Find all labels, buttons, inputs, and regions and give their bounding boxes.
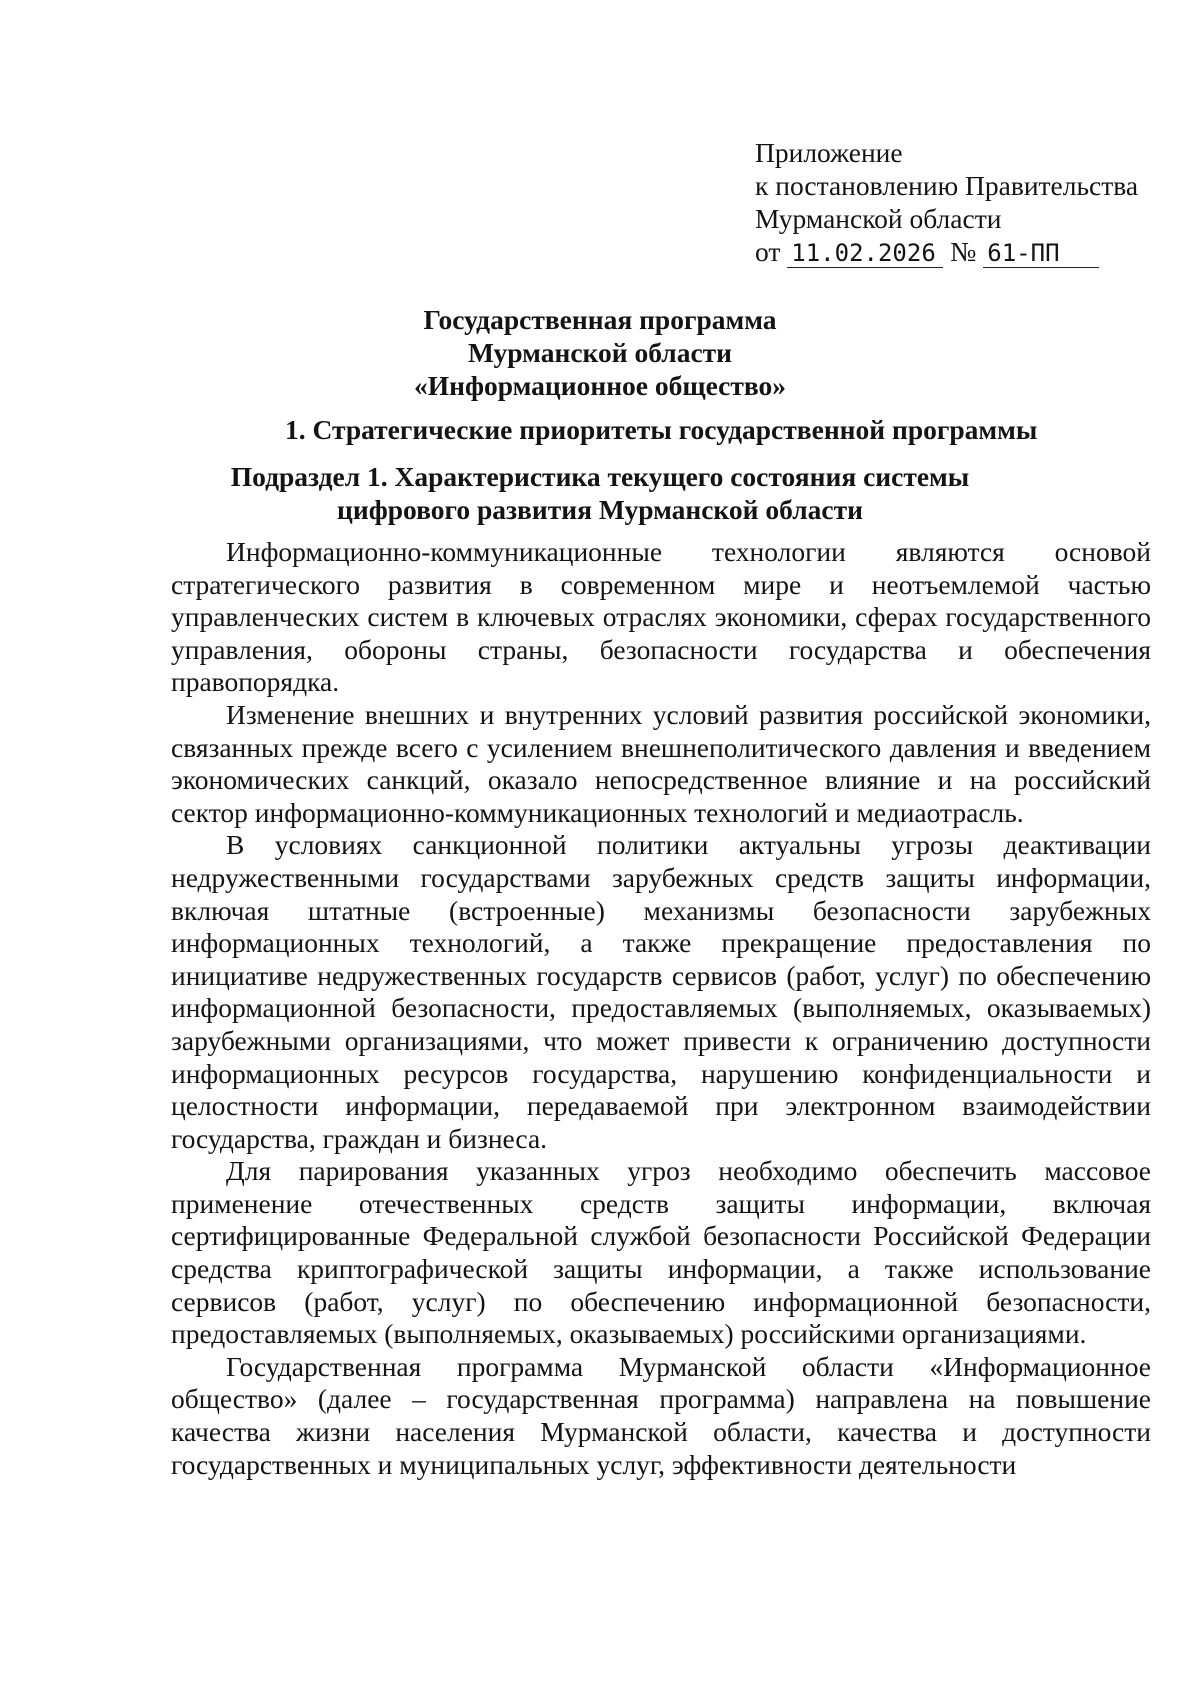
appendix-region-line: Мурманской области [755, 203, 1002, 234]
subsection-heading-line-2: цифрового развития Мурманской области [337, 494, 863, 525]
section-heading: 1. Стратегические приоритеты государственной программы [285, 414, 1038, 445]
appendix-date-line [755, 235, 1175, 268]
paragraph: Государственная программа Мурманской области «Информационное общество» (далее – государственная программа) направлена на повышение качества жизни населения Мурманской области, качества и доступности государственных и муниципальных услуг, эффективности деятельности [171, 1350, 1151, 1480]
program-title-line-3: «Информационное общество» [413, 370, 787, 401]
subsection-heading-line-1: Подраздел 1. Характеристика текущего состояния системы [230, 461, 970, 492]
program-title-line-1: Государственная программа [423, 304, 777, 335]
decree-date: 11.02.2026 [787, 239, 943, 268]
date-prefix: от [755, 236, 781, 267]
paragraph: Для парирования указанных угроз необходимо обеспечить массовое применение отечественных средств защиты информации, включая сертифицированные Федеральной службой безопасности Российской Федерации средства криптографической защиты информации, а также использование сервисов (работ, услуг) по обеспечению информационной безопасности, предоставляемых (выполняемых, оказываемых) российскими организациями. [171, 1155, 1151, 1350]
program-title [100, 303, 1100, 402]
decree-number: 61-ПП [983, 239, 1099, 268]
appendix-decree-line: к постановлению Правительства [755, 170, 1139, 201]
appendix-title: Приложение [755, 137, 903, 168]
number-prefix: № [950, 236, 977, 267]
paragraph: Информационно-коммуникационные технологии являются основой стратегического развития в современном мире и неотъемлемой частью управленческих систем в ключевых отраслях экономики, сферах государственного управления, обороны страны, безопасности государства и обеспечения правопорядка. [171, 536, 1151, 698]
appendix-block [755, 136, 1175, 268]
body-text [171, 536, 1151, 1481]
paragraph: В условиях санкционной политики актуальны угрозы деактивации недружественными государствами зарубежных средств защиты информации, включая штатные (встроенные) механизмы безопасности зарубежных информационных технологий, а также прекращение предоставления по инициативе недружественных государств сервисов (работ, услуг) по обеспечению информационной безопасности, предоставляемых (выполняемых, оказываемых) зарубежными организациями, что может привести к ограничению доступности информационных ресурсов государства, нарушению конфиденциальности и целостности информации, передаваемой при электронном взаимодействии государства, граждан и бизнеса. [171, 829, 1151, 1154]
subsection-heading [100, 460, 1100, 526]
paragraph: Изменение внешних и внутренних условий развития российской экономики, связанных прежде всего с усилением внешнеполитического давления и введением экономических санкций, оказало непосредственное влияние и на российский сектор информационно-коммуникационных технологий и медиаотрасль. [171, 698, 1151, 828]
program-title-line-2: Мурманской области [467, 337, 733, 368]
